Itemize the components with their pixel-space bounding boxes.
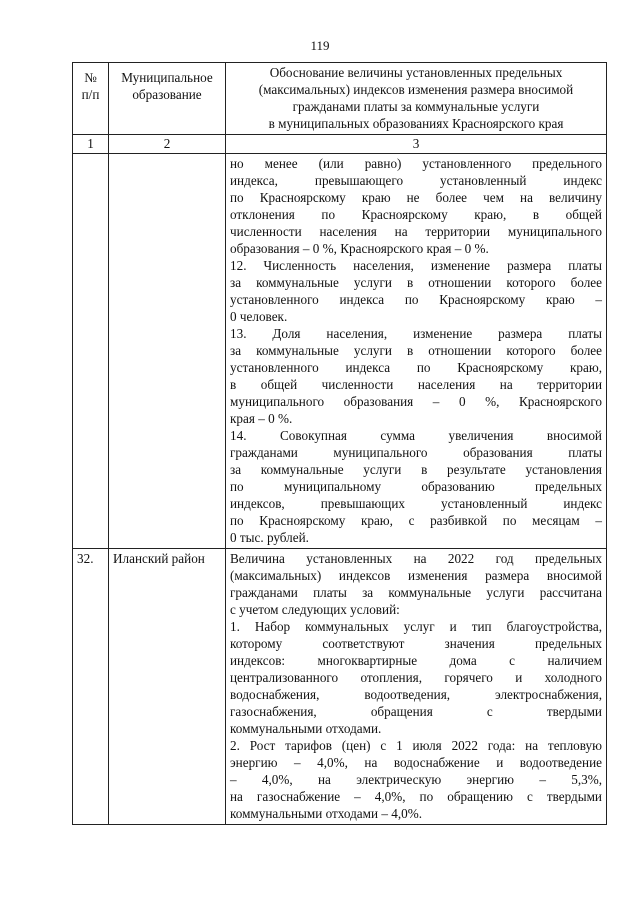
justification-line: за коммунальные услуги в отношении которого более	[230, 343, 602, 358]
justification-table	[72, 62, 607, 825]
justification-line: края – 0 %.	[230, 411, 293, 426]
justification-line: установленного индекса по Красноярскому краю –	[230, 292, 602, 307]
justification-line: водоснабжения, водоотведения, электроснабжения,	[230, 687, 602, 702]
justification-line: по Красноярскому краю, с разбивкой по месяцам –	[230, 513, 602, 528]
justification-line: по Красноярскому краю не более чем на величину	[230, 190, 602, 205]
header-justification	[226, 63, 607, 135]
justification-line: 0 человек.	[230, 309, 288, 324]
justification-line: отклонения по Красноярскому краю, в общей	[230, 207, 602, 222]
justification-line: которому соответствуют значения предельных	[230, 636, 602, 651]
row-number: 32.	[73, 549, 109, 825]
row-justification	[226, 154, 607, 549]
justification-line: но менее (или равно) установленного предельного	[230, 156, 602, 171]
justification-line: 2. Рост тарифов (цен) с 1 июля 2022 года: на тепловую	[230, 738, 602, 753]
justification-line: индекса, превышающего установленный индекс	[230, 173, 602, 188]
page-number: 119	[310, 38, 330, 53]
column-number-2: 2	[109, 135, 226, 154]
row-municipality: Иланский район	[109, 549, 226, 825]
justification-line: (максимальных) индексов изменения размера вносимой	[230, 568, 602, 583]
justification-line: по муниципальному образованию предельных	[230, 479, 602, 494]
table-header-row	[73, 63, 607, 135]
justification-line: 1. Набор коммунальных услуг и тип благоустройства,	[230, 619, 602, 634]
justification-line: 0 тыс. рублей.	[230, 530, 309, 545]
header-number	[73, 63, 109, 135]
justification-line: 12. Численность населения, изменение размера платы	[230, 258, 602, 273]
column-number-3: 3	[226, 135, 607, 154]
table-row	[73, 154, 607, 549]
table-row	[73, 549, 607, 825]
justification-line: гражданами муниципального образования платы	[230, 445, 602, 460]
justification-line: Величина установленных на 2022 год предельных	[230, 551, 602, 566]
justification-line: коммунальными отходами.	[230, 721, 382, 736]
header-justification-label: Обоснование величины установленных предельных (максимальных) индексов изменения размера вносимой гражданами платы за коммунальные услуги в муниципальных образованиях Красноярского края	[258, 65, 574, 131]
justification-line: 13. Доля населения, изменение размера платы	[230, 326, 602, 341]
justification-line: гражданами платы за коммунальные услуги рассчитана	[230, 585, 602, 600]
column-number-1: 1	[73, 135, 109, 154]
row-number	[73, 154, 109, 549]
justification-line: централизованного отопления, горячего и холодного	[230, 670, 602, 685]
header-number-label: № п/п	[81, 70, 100, 102]
justification-line: газоснабжения, обращения с твердыми	[230, 704, 602, 719]
justification-line: за коммунальные услуги в результате установления	[230, 462, 602, 477]
row-municipality	[109, 154, 226, 549]
justification-line: численности населения на территории муниципального	[230, 224, 602, 239]
justification-line: образования – 0 %, Красноярского края – 0 %.	[230, 241, 489, 256]
header-municipality	[109, 63, 226, 135]
justification-line: муниципального образования – 0 %, Красноярского	[230, 394, 602, 409]
justification-line: индексов, превышающих установленный индекс	[230, 496, 602, 511]
justification-line: установленного индекса по Красноярскому краю,	[230, 360, 602, 375]
justification-line: индексов: многоквартирные дома с наличием	[230, 653, 602, 668]
justification-line: на газоснабжение – 4,0%, по обращению с твердыми	[230, 789, 602, 804]
column-numbers-row	[73, 135, 607, 154]
justification-line: 14. Совокупная сумма увеличения вносимой	[230, 428, 602, 443]
justification-line: коммунальными отходами – 4,0%.	[230, 806, 423, 821]
row-justification	[226, 549, 607, 825]
justification-line: с учетом следующих условий:	[230, 602, 400, 617]
justification-line: за коммунальные услуги в отношении которого более	[230, 275, 602, 290]
justification-line: – 4,0%, на электрическую энергию – 5,3%,	[230, 772, 602, 787]
justification-line: в общей численности населения на территории	[230, 377, 602, 392]
header-municipality-label: Муниципальное образование	[121, 70, 213, 102]
justification-line: энергию – 4,0%, на водоснабжение и водоотведение	[230, 755, 602, 770]
